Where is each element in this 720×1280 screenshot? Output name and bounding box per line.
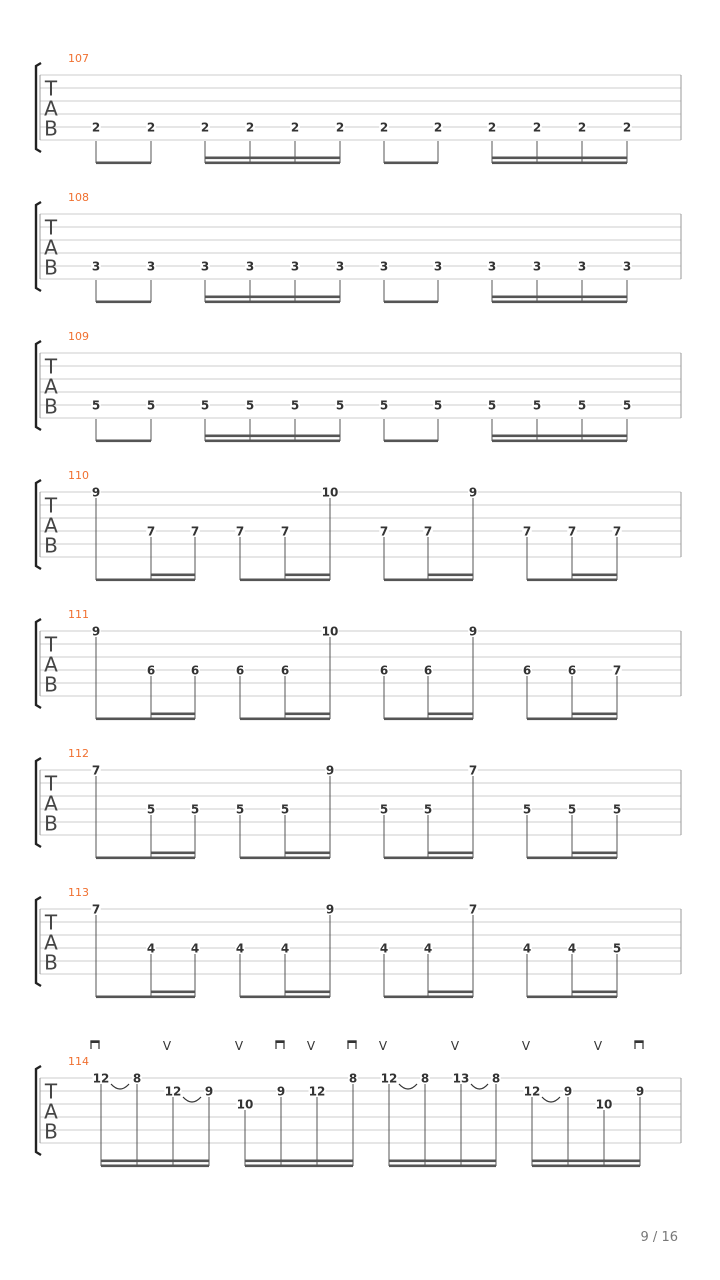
upstroke-mark: V xyxy=(234,1039,244,1053)
fret-number: 4 xyxy=(522,941,532,956)
fret-number: 9 xyxy=(91,624,101,639)
fret-number: 5 xyxy=(612,802,622,817)
measure-number: 108 xyxy=(68,191,89,204)
upstroke-mark: V xyxy=(593,1039,603,1053)
fret-number: 7 xyxy=(468,763,478,778)
beam xyxy=(384,579,473,582)
fret-number: 7 xyxy=(567,524,577,539)
fret-number: 5 xyxy=(487,398,497,413)
tab-clef-letter: A xyxy=(44,374,58,399)
fret-number: 2 xyxy=(379,120,389,135)
fret-number: 9 xyxy=(276,1084,286,1099)
fret-number: 12 xyxy=(308,1084,326,1099)
beam xyxy=(492,301,627,304)
tab-clef-letter: A xyxy=(44,1099,58,1124)
tab-clef-letter: T xyxy=(44,910,58,935)
beam xyxy=(285,574,330,577)
fret-number: 6 xyxy=(522,663,532,678)
fret-number: 5 xyxy=(91,398,101,413)
fret-number: 7 xyxy=(522,524,532,539)
beam xyxy=(240,718,330,721)
fret-number: 12 xyxy=(164,1084,182,1099)
fret-number: 7 xyxy=(423,524,433,539)
fret-number: 5 xyxy=(290,398,300,413)
slur-arc xyxy=(471,1084,488,1089)
tab-system xyxy=(36,747,681,859)
fret-number: 4 xyxy=(235,941,245,956)
fret-number: 5 xyxy=(200,398,210,413)
beam xyxy=(532,1165,640,1168)
fret-number: 4 xyxy=(146,941,156,956)
fret-number: 2 xyxy=(622,120,632,135)
tab-clef-letter: T xyxy=(44,1079,58,1104)
fret-number: 13 xyxy=(452,1071,470,1086)
fret-number: 2 xyxy=(245,120,255,135)
slur-arc xyxy=(111,1084,129,1089)
downstroke-bar xyxy=(90,1040,99,1043)
beam xyxy=(245,1160,353,1163)
beam xyxy=(532,1160,640,1163)
tab-clef-letter: A xyxy=(44,513,58,538)
fret-number: 6 xyxy=(567,663,577,678)
measure-number: 111 xyxy=(68,608,89,621)
fret-number: 5 xyxy=(379,802,389,817)
beam xyxy=(572,991,617,994)
beam xyxy=(240,857,330,860)
beam xyxy=(389,1160,496,1163)
beam xyxy=(428,713,473,716)
fret-number: 6 xyxy=(190,663,200,678)
beam xyxy=(205,296,340,299)
measure-number: 113 xyxy=(68,886,89,899)
beam xyxy=(527,718,617,721)
downstroke-bar xyxy=(347,1040,356,1043)
fret-number: 5 xyxy=(190,802,200,817)
tab-clef-letter: A xyxy=(44,791,58,816)
beam xyxy=(527,996,617,999)
fret-number: 5 xyxy=(532,398,542,413)
fret-number: 9 xyxy=(91,485,101,500)
beam xyxy=(151,713,195,716)
beam xyxy=(151,852,195,855)
measure-number: 109 xyxy=(68,330,89,343)
fret-number: 4 xyxy=(280,941,290,956)
measure-number: 112 xyxy=(68,747,89,760)
beam xyxy=(245,1165,353,1168)
fret-number: 3 xyxy=(577,259,587,274)
beam xyxy=(384,440,438,443)
tab-system xyxy=(36,191,681,303)
upstroke-mark: V xyxy=(450,1039,460,1053)
beam xyxy=(492,440,627,443)
fret-number: 7 xyxy=(91,763,101,778)
beam xyxy=(285,852,330,855)
tab-clef-letter: T xyxy=(44,215,58,240)
tab-clef-letter: B xyxy=(44,672,58,697)
fret-number: 3 xyxy=(91,259,101,274)
fret-number: 2 xyxy=(146,120,156,135)
tab-system xyxy=(36,330,681,442)
fret-number: 6 xyxy=(423,663,433,678)
beam xyxy=(205,435,340,438)
fret-number: 4 xyxy=(567,941,577,956)
fret-number: 10 xyxy=(321,624,339,639)
beam xyxy=(428,991,473,994)
fret-number: 3 xyxy=(245,259,255,274)
fret-number: 2 xyxy=(91,120,101,135)
measure-number: 107 xyxy=(68,52,89,65)
beam xyxy=(96,301,151,304)
tab-system xyxy=(36,469,681,581)
fret-number: 5 xyxy=(235,802,245,817)
fret-number: 8 xyxy=(132,1071,142,1086)
fret-number: 7 xyxy=(280,524,290,539)
tab-system xyxy=(36,608,681,720)
fret-number: 5 xyxy=(433,398,443,413)
fret-number: 9 xyxy=(468,485,478,500)
fret-number: 12 xyxy=(523,1084,541,1099)
fret-number: 7 xyxy=(612,663,622,678)
fret-number: 5 xyxy=(522,802,532,817)
tab-clef-letter: B xyxy=(44,811,58,836)
beam xyxy=(101,1160,209,1163)
tab-system xyxy=(36,52,681,164)
beam xyxy=(527,857,617,860)
tab-clef-letter: T xyxy=(44,354,58,379)
beam xyxy=(384,718,473,721)
tab-clef-letter: A xyxy=(44,96,58,121)
fret-number: 3 xyxy=(532,259,542,274)
tab-clef-letter: A xyxy=(44,235,58,260)
fret-number: 2 xyxy=(487,120,497,135)
beam xyxy=(384,996,473,999)
fret-number: 9 xyxy=(325,763,335,778)
fret-number: 5 xyxy=(245,398,255,413)
fret-number: 9 xyxy=(563,1084,573,1099)
fret-number: 5 xyxy=(567,802,577,817)
tab-clef-letter: B xyxy=(44,1119,58,1144)
beam xyxy=(96,857,195,860)
beam xyxy=(96,718,195,721)
beam xyxy=(492,296,627,299)
downstroke-bar xyxy=(275,1040,284,1043)
fret-number: 2 xyxy=(290,120,300,135)
slur-arc xyxy=(183,1097,201,1102)
beam xyxy=(389,1165,496,1168)
fret-number: 3 xyxy=(335,259,345,274)
fret-number: 5 xyxy=(146,802,156,817)
fret-number: 2 xyxy=(433,120,443,135)
fret-number: 5 xyxy=(146,398,156,413)
upstroke-mark: V xyxy=(306,1039,316,1053)
tab-clef-letter: B xyxy=(44,533,58,558)
beam xyxy=(428,852,473,855)
tab-clef-letter: T xyxy=(44,76,58,101)
measure-number: 110 xyxy=(68,469,89,482)
fret-number: 6 xyxy=(379,663,389,678)
fret-number: 7 xyxy=(468,902,478,917)
fret-number: 12 xyxy=(380,1071,398,1086)
beam xyxy=(527,579,617,582)
fret-number: 6 xyxy=(235,663,245,678)
beam xyxy=(285,713,330,716)
beam xyxy=(240,996,330,999)
slur-arc xyxy=(542,1097,560,1102)
fret-number: 3 xyxy=(379,259,389,274)
fret-number: 9 xyxy=(635,1084,645,1099)
fret-number: 4 xyxy=(423,941,433,956)
fret-number: 7 xyxy=(235,524,245,539)
fret-number: 7 xyxy=(190,524,200,539)
tab-clef-letter: B xyxy=(44,116,58,141)
beam xyxy=(240,579,330,582)
fret-number: 7 xyxy=(612,524,622,539)
page-number: 9 / 16 xyxy=(640,1230,678,1245)
fret-number: 9 xyxy=(468,624,478,639)
beam xyxy=(96,162,151,165)
fret-number: 3 xyxy=(146,259,156,274)
fret-number: 4 xyxy=(379,941,389,956)
tab-clef-letter: A xyxy=(44,930,58,955)
fret-number: 2 xyxy=(335,120,345,135)
fret-number: 5 xyxy=(335,398,345,413)
fret-number: 2 xyxy=(577,120,587,135)
fret-number: 5 xyxy=(622,398,632,413)
fret-number: 2 xyxy=(200,120,210,135)
fret-number: 5 xyxy=(577,398,587,413)
beam xyxy=(384,301,438,304)
beam xyxy=(96,579,195,582)
fret-number: 2 xyxy=(532,120,542,135)
beam xyxy=(572,852,617,855)
fret-number: 5 xyxy=(423,802,433,817)
beam xyxy=(205,301,340,304)
tab-clef-letter: T xyxy=(44,493,58,518)
fret-number: 10 xyxy=(321,485,339,500)
beam xyxy=(101,1165,209,1168)
fret-number: 3 xyxy=(290,259,300,274)
tab-system xyxy=(36,1039,681,1167)
beam xyxy=(384,162,438,165)
fret-number: 9 xyxy=(204,1084,214,1099)
fret-number: 8 xyxy=(491,1071,501,1086)
beam xyxy=(384,857,473,860)
fret-number: 9 xyxy=(325,902,335,917)
beam xyxy=(205,162,340,165)
fret-number: 12 xyxy=(92,1071,110,1086)
beam xyxy=(285,991,330,994)
fret-number: 4 xyxy=(190,941,200,956)
beam xyxy=(492,435,627,438)
downstroke-bar xyxy=(634,1040,643,1043)
fret-number: 5 xyxy=(379,398,389,413)
fret-number: 7 xyxy=(379,524,389,539)
fret-number: 6 xyxy=(146,663,156,678)
upstroke-mark: V xyxy=(521,1039,531,1053)
fret-number: 3 xyxy=(433,259,443,274)
upstroke-mark: V xyxy=(162,1039,172,1053)
beam xyxy=(572,574,617,577)
tab-clef-letter: B xyxy=(44,394,58,419)
tab-clef-letter: T xyxy=(44,771,58,796)
fret-number: 3 xyxy=(487,259,497,274)
beam xyxy=(151,574,195,577)
beam xyxy=(96,440,151,443)
fret-number: 6 xyxy=(280,663,290,678)
fret-number: 10 xyxy=(595,1097,613,1112)
tab-clef-letter: B xyxy=(44,950,58,975)
tab-system xyxy=(36,886,681,998)
fret-number: 8 xyxy=(348,1071,358,1086)
beam xyxy=(205,157,340,160)
measure-number: 114 xyxy=(68,1055,89,1068)
beam xyxy=(572,713,617,716)
fret-number: 3 xyxy=(200,259,210,274)
fret-number: 8 xyxy=(420,1071,430,1086)
fret-number: 3 xyxy=(622,259,632,274)
tab-clef-letter: A xyxy=(44,652,58,677)
fret-number: 5 xyxy=(612,941,622,956)
beam xyxy=(96,996,195,999)
beam xyxy=(151,991,195,994)
fret-number: 10 xyxy=(236,1097,254,1112)
beam xyxy=(492,162,627,165)
fret-number: 7 xyxy=(91,902,101,917)
beam xyxy=(492,157,627,160)
slur-arc xyxy=(399,1084,417,1089)
fret-number: 5 xyxy=(280,802,290,817)
tab-clef-letter: T xyxy=(44,632,58,657)
fret-number: 7 xyxy=(146,524,156,539)
tab-clef-letter: B xyxy=(44,255,58,280)
upstroke-mark: V xyxy=(378,1039,388,1053)
beam xyxy=(205,440,340,443)
beam xyxy=(428,574,473,577)
